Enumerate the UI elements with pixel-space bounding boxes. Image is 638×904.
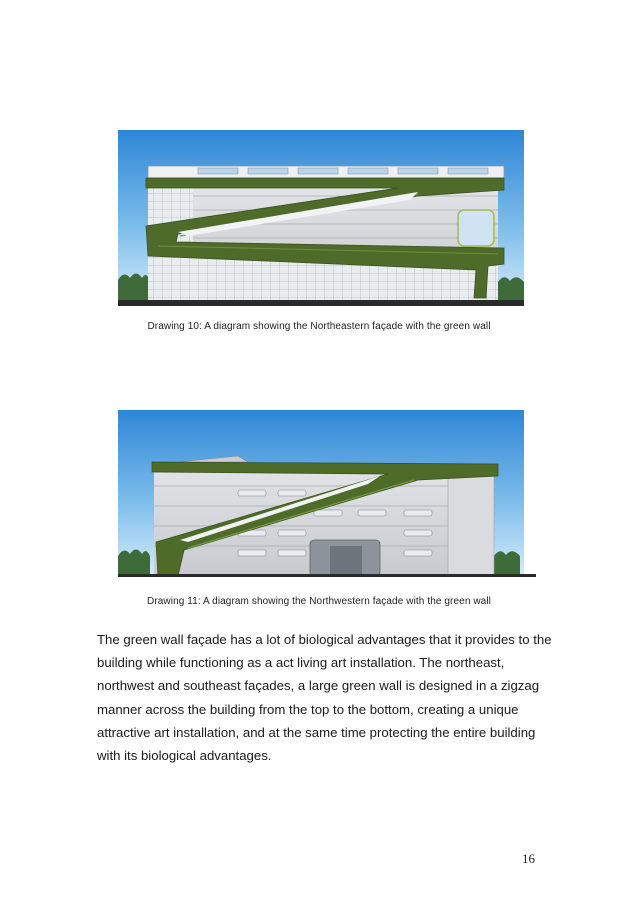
paragraph-line: building while functioning as a act living art installation. The northeast, <box>97 655 505 671</box>
figure-caption: Drawing 10: A diagram showing the Northeastern façade with the green wall <box>147 321 491 332</box>
northeastern-facade-drawing <box>118 130 524 306</box>
northwestern-facade-elevation <box>118 410 536 580</box>
paragraph-line: manner across the building from the top to the bottom, creating a unique <box>97 701 519 717</box>
body-paragraph <box>97 628 557 767</box>
paragraph-line: with its biological advantages. <box>97 748 272 764</box>
page-number: 16 <box>522 851 535 866</box>
paragraph-line: northwest and southeast façades, a large green wall is designed in a zigzag <box>97 678 540 694</box>
northwestern-facade-drawing <box>118 410 536 580</box>
figure-caption: Drawing 11: A diagram showing the Northwestern façade with the green wall <box>147 596 491 607</box>
northeastern-facade-elevation <box>118 130 524 306</box>
paragraph-line: attractive art installation, and at the same time protecting the entire building <box>97 724 536 740</box>
paragraph-line: The green wall façade has a lot of biological advantages that it provides to the <box>97 632 552 647</box>
